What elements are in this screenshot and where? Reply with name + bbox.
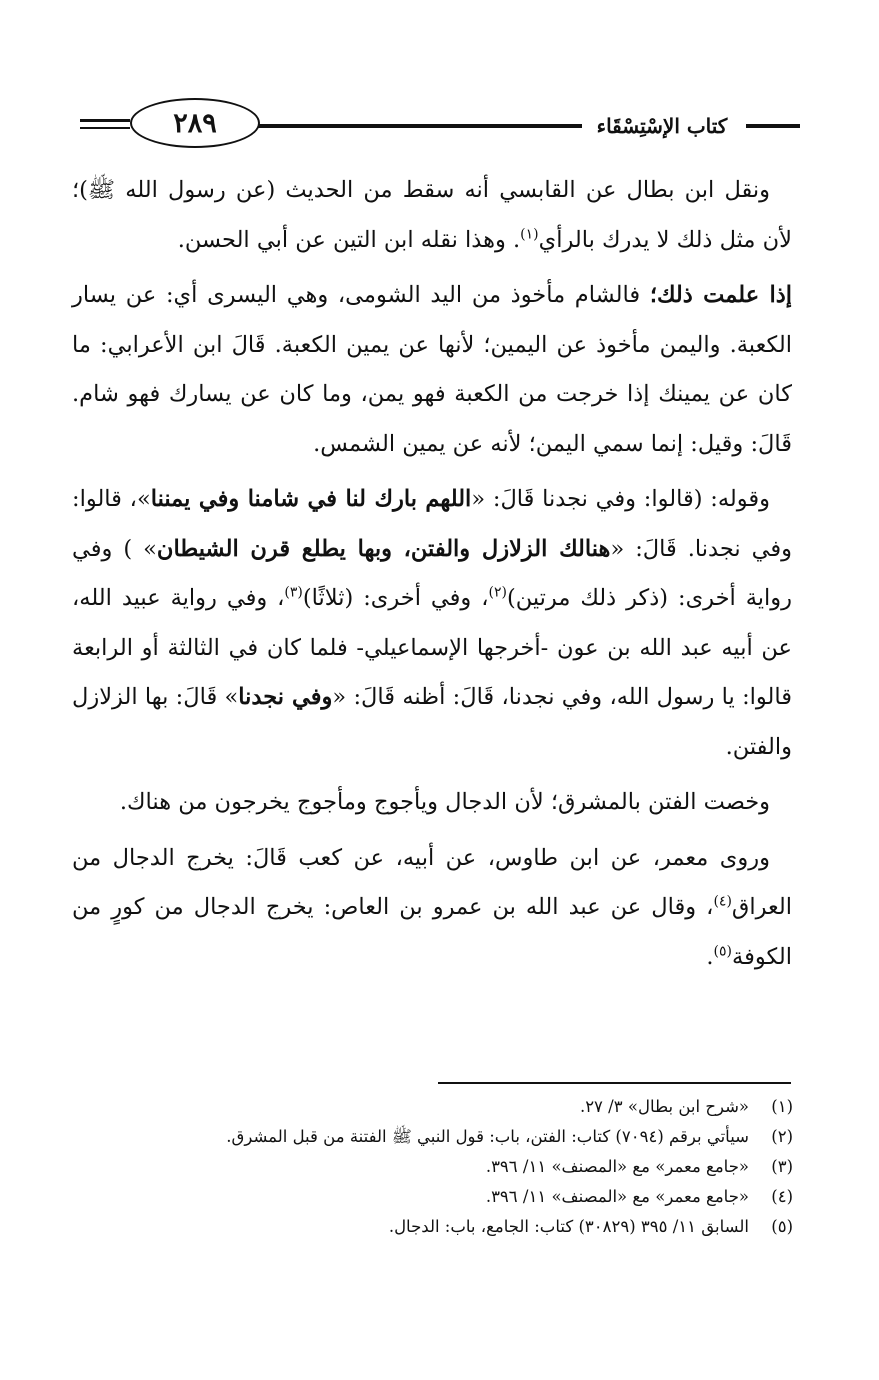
footnote-number: (٣) xyxy=(771,1157,793,1176)
footnote-item xyxy=(60,1182,793,1212)
text-run: » قَالَ: بها الزلازل والفتن. xyxy=(72,684,792,760)
paragraph-2 xyxy=(72,271,792,469)
footnotes xyxy=(60,1092,793,1242)
running-header xyxy=(80,92,800,152)
page-number xyxy=(130,98,260,148)
footnote-ref-3: (٣) xyxy=(284,584,303,601)
paragraph-1 xyxy=(72,166,792,265)
hadith-quote: وفي نجدنا xyxy=(238,684,333,710)
footnote-ref-1: (١) xyxy=(520,226,539,242)
bold-lead: إذا علمت ذلك؛ xyxy=(649,282,793,308)
text-run: » ) وفي رواية أخرى: (ذكر ذلك مرتين) xyxy=(72,535,793,611)
footnote-number: (٥) xyxy=(771,1217,793,1236)
text-run: وروى معمر، عن ابن طاوس، عن أبيه، عن كعب قَالَ: يخرج الدجال من العراق xyxy=(72,844,792,920)
main-text xyxy=(72,166,792,988)
footnote-item xyxy=(60,1092,793,1122)
paragraph-4: وخصت الفتن بالمشرق؛ لأن الدجال ويأجوج ومأجوج يخرجون من هناك. xyxy=(119,789,770,815)
footnote-text: سيأتي برقم (٧٠٩٤) كتاب: الفتن، باب: قول النبي ﷺ الفتنة من قبل المشرق. xyxy=(226,1127,749,1146)
header-rule-middle xyxy=(256,124,584,128)
text-run: ونقل ابن بطال عن القابسي أنه سقط من الحديث (عن رسول الله ﷺ)؛ لأن مثل ذلك لا يدرك بالرأي xyxy=(72,177,792,253)
footnote-text: «جامع معمر» مع «المصنف» ١١/ ٣٩٦. xyxy=(485,1157,749,1176)
page-number-text: ٢٨٩ xyxy=(173,107,217,139)
footnote-text: «شرح ابن بطال» ٣/ ٢٧. xyxy=(579,1097,749,1116)
header-rule-left-top xyxy=(80,119,130,122)
text-run: ، وقال عن عبد الله بن عمرو بن العاص: يخرج الدجال من كورٍ من الكوفة xyxy=(72,894,792,970)
paragraph-5 xyxy=(72,834,792,983)
footnote-item xyxy=(60,1122,793,1152)
footnote-number: (٢) xyxy=(771,1127,793,1146)
footnote-ref-2: (٢) xyxy=(488,584,507,601)
text-run: ، وفي أخرى: (ثلاثًا) xyxy=(302,585,489,611)
hadith-quote: هنالك الزلازل والفتن، وبها يطلع قرن الشيطان xyxy=(156,535,611,562)
text-run: فالشام مأخوذ من اليد الشومى، وهي اليسرى أي: عن يسار الكعبة. واليمن مأخوذ عن اليمين؛ لأنها عن يمين الكعبة. قَالَ ابن الأعرابي: ما كان عن يمينك إذا خرجت من الكعبة فهو يمن، وما كان عن يسارك فهو شام. قَالَ: وقيل: إنما سمي اليمن؛ لأنه عن يمين الشمس. xyxy=(72,282,792,457)
header-rule-right xyxy=(746,124,800,128)
text-run: وقوله: (قالوا: وفي نجدنا قَالَ: « xyxy=(471,486,770,512)
footnote-separator xyxy=(438,1082,791,1084)
text-run: . xyxy=(706,943,714,970)
footnote-item xyxy=(60,1212,793,1242)
text-run: ، وفي رواية عبيد الله، عن أبيه عبد الله بن عون -أخرجها الإسماعيلي- فلما كان في الثالثة أو الرابعة قالوا: يا رسول الله، وفي نجدنا، قَالَ: أظنه قَالَ: « xyxy=(72,585,792,710)
book-title: كتاب الإسْتِسْقَاء xyxy=(582,114,742,138)
footnote-number: (٤) xyxy=(771,1187,793,1206)
footnote-text: السابق ١١/ ٣٩٥ (٣٠٨٢٩) كتاب: الجامع، باب: الدجال. xyxy=(388,1217,749,1236)
footnote-ref-4: (٤) xyxy=(713,893,732,910)
footnote-ref-5: (٥) xyxy=(713,943,733,959)
text-run: »، قالوا: وفي نجدنا. قَالَ: « xyxy=(72,486,792,562)
footnote-text: «جامع معمر» مع «المصنف» ١١/ ٣٩٦. xyxy=(485,1187,749,1206)
header-rule-left-bottom xyxy=(80,127,130,129)
footnote-item xyxy=(60,1152,793,1182)
footnote-number: (١) xyxy=(771,1097,793,1116)
text-run: . وهذا نقله ابن التين عن أبي الحسن. xyxy=(177,226,521,253)
paragraph-3 xyxy=(72,475,792,772)
hadith-quote: اللهم بارك لنا في شامنا وفي يمننا xyxy=(150,486,472,512)
